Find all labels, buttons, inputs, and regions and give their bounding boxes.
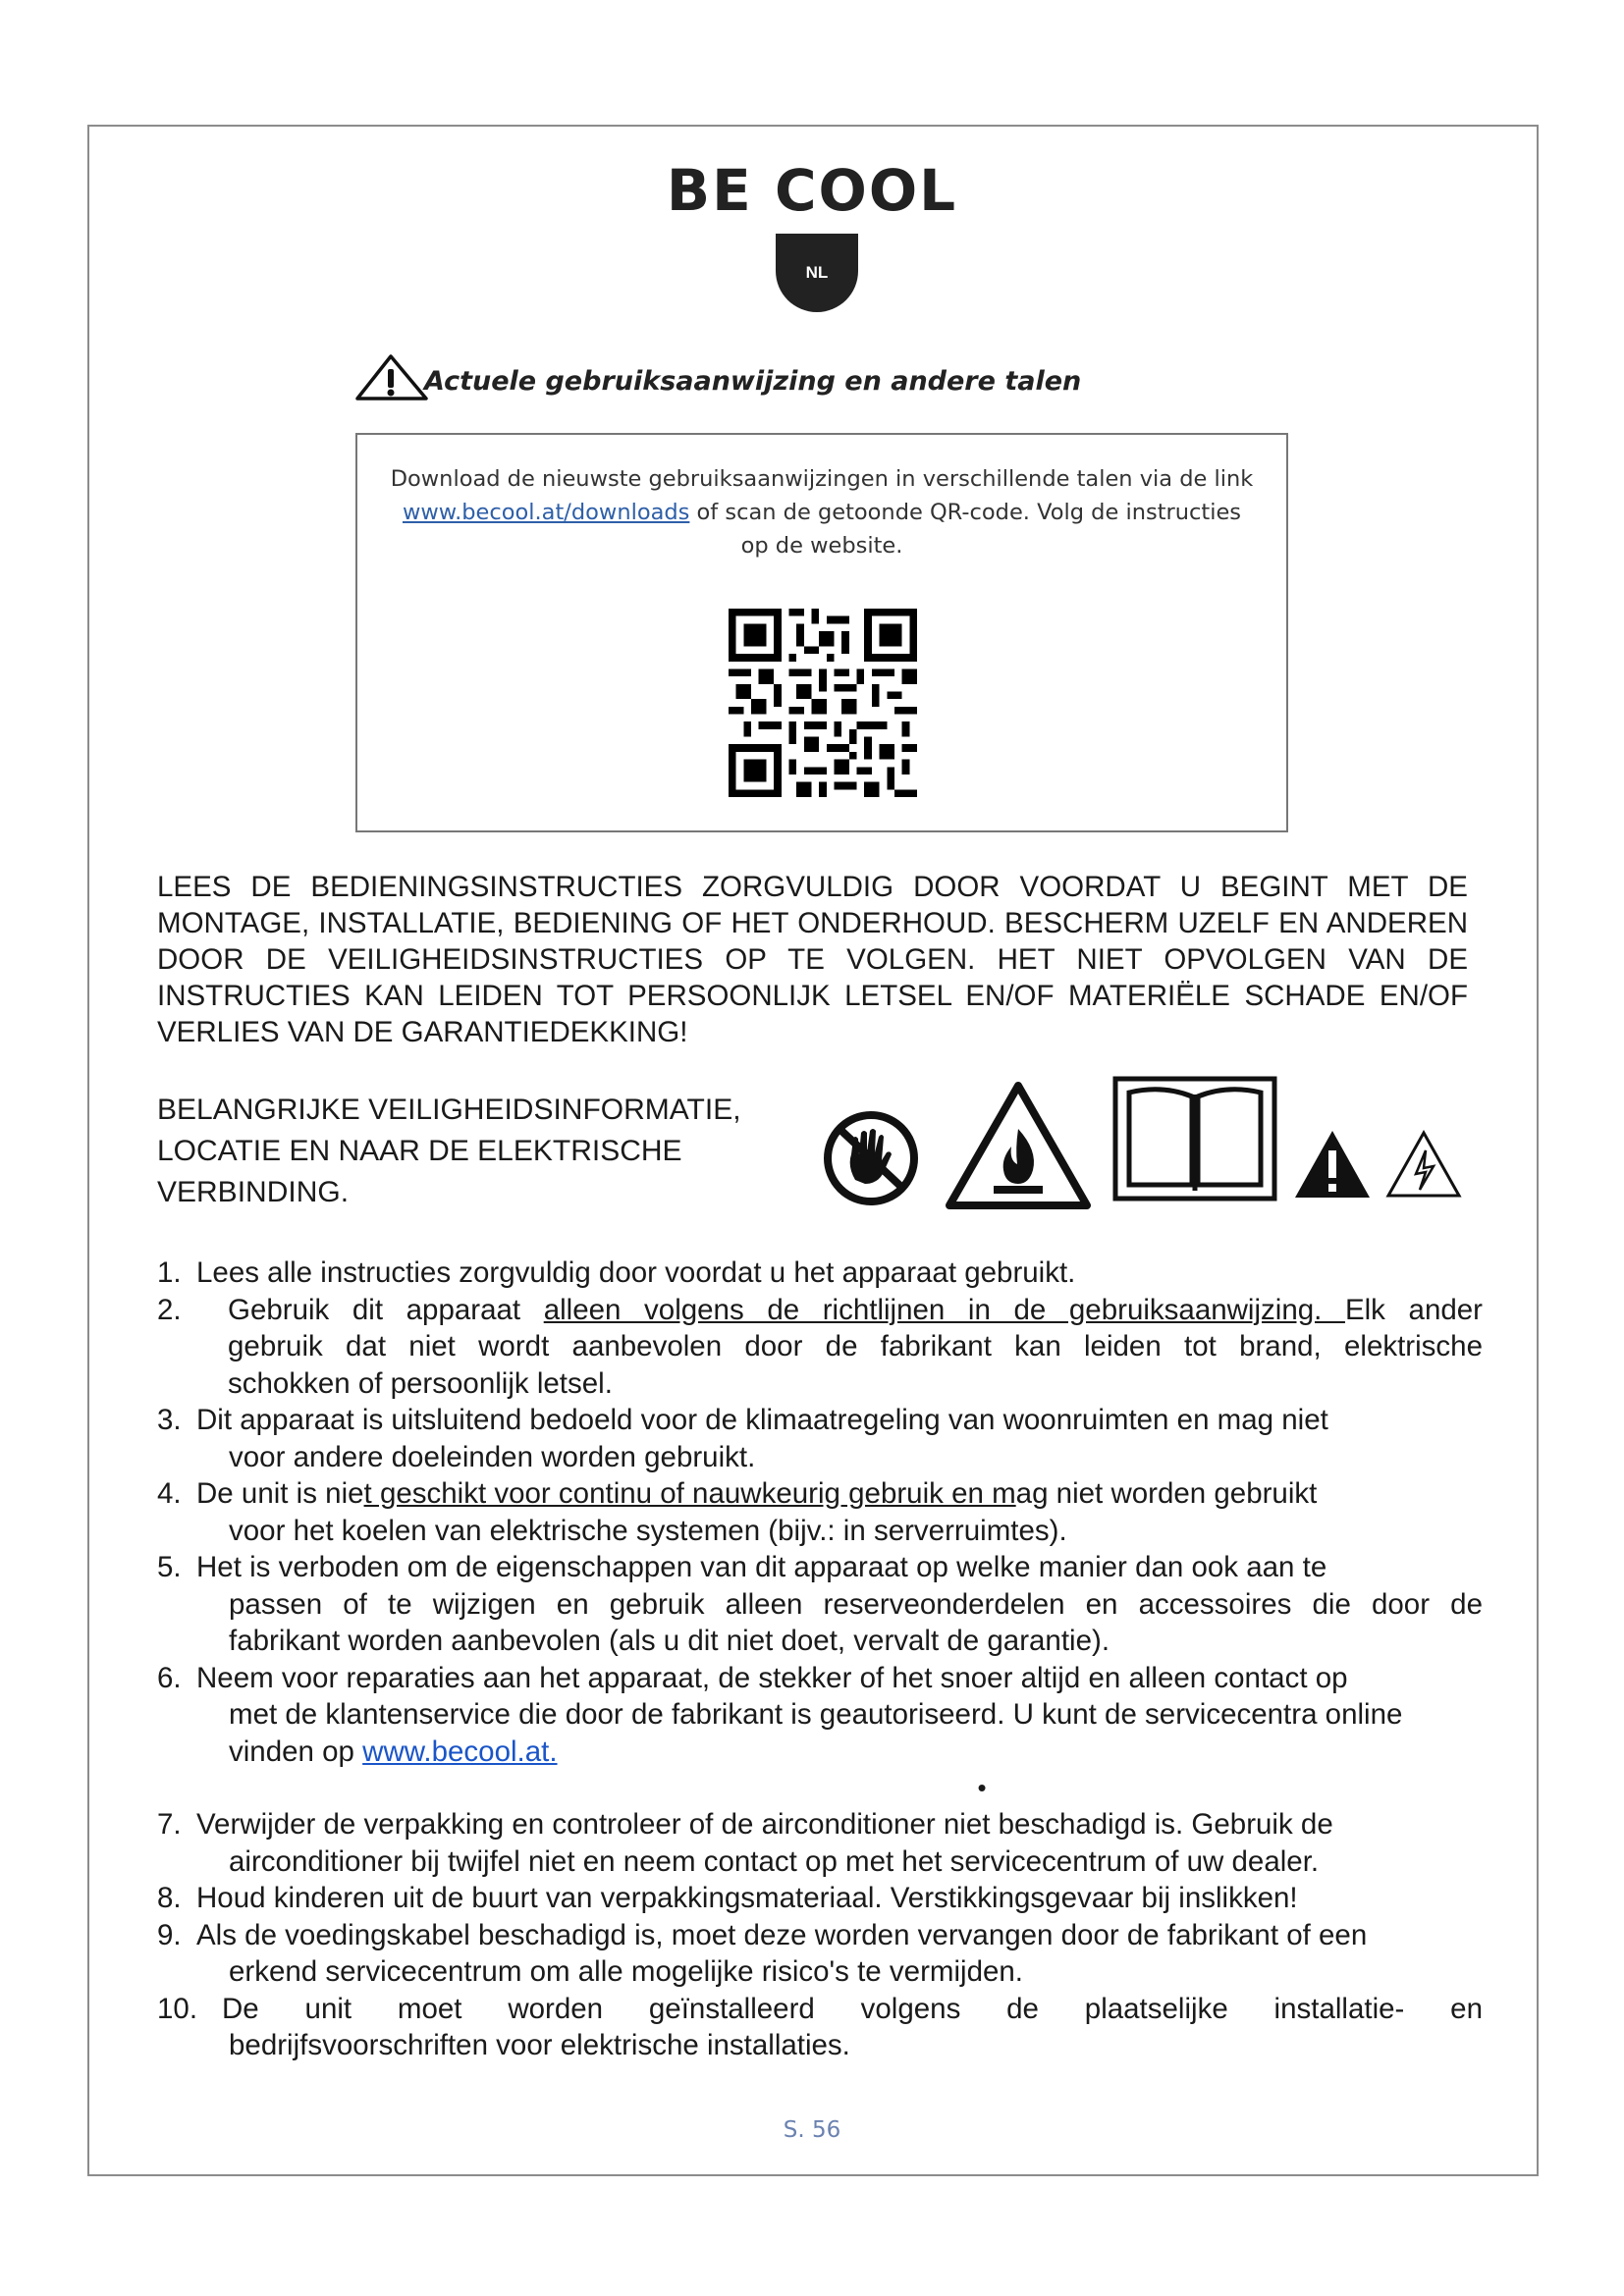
item-line: Het is verboden om de eigenschappen van dit apparaat op welke manier dan ook aan te [196, 1551, 1327, 1583]
item-underlined: alleen volgens de richtlijnen in de gebruiksaanwijzing. [543, 1293, 1345, 1326]
item-line: bedrijfsvoorschriften voor elektrische installaties. [229, 2029, 850, 2061]
item-number: 10. [157, 1992, 198, 2025]
item-segment: Gebruik dit apparaat [228, 1293, 544, 1326]
item-line: Neem voor reparaties aan het apparaat, de stekker of het snoer altijd en alleen contact op [196, 1661, 1348, 1694]
item-segment: ag niet worden gebruikt [1015, 1477, 1318, 1510]
item-number: 7. [157, 1808, 182, 1841]
item-line: passen of te wijzigen en gebruik alleen reserveonderdelen en accessoires die door de [229, 1587, 1483, 1621]
item-line: De unit moet worden geïnstalleerd volgens de plaatselijke installatie- en [222, 1992, 1483, 2025]
item-number: 6. [157, 1661, 182, 1694]
list-item [157, 1292, 1483, 1403]
item-underlined: t geschikt voor continu of nauwkeurig gebruik en m [363, 1477, 1016, 1510]
download-line-3: op de website. [740, 533, 903, 559]
item-line [196, 1734, 1483, 1771]
headline-text: Actuele gebruiksaanwijzing en andere talen [424, 366, 1082, 397]
download-line-2-rest: of scan de getoonde QR-code. Volg de instructies [689, 500, 1242, 525]
download-line-1: Download de nieuwste gebruiksaanwijzingen in verschillende talen via de link [390, 466, 1254, 492]
qr-code[interactable] [729, 609, 917, 797]
headline [355, 353, 1081, 402]
safety-heading-line-3: VERBINDING. [157, 1176, 350, 1208]
intro-warning: LEES DE BEDIENINGSINSTRUCTIES ZORGVULDIG DOOR VOORDAT U BEGINT MET DE MONTAGE, INSTALLATIE, BEDIENING OF HET ONDERHOUD. BESCHERM UZELF EN ANDEREN DOOR DE VEILIGHEIDSINSTRUCTIES OP TE VOLGEN. HET NIET OPVOLGEN VAN DE INSTRUCTIES KAN LEIDEN TOT PERSOONLIJK LETSEL EN/OF MATERIËLE SCHADE EN/OF VERLIES VAN DE GARANTIEDEKKING! [157, 871, 1468, 1048]
safety-heading-line-1: BELANGRIJKE VEILIGHEIDSINFORMATIE, [157, 1094, 741, 1126]
item-number: 1. [157, 1256, 182, 1289]
item-segment: De unit is nie [196, 1477, 364, 1510]
item-line: Verwijder de verpakking en controleer of de airconditioner niet beschadigd is. Gebruik de [196, 1808, 1333, 1841]
item-line: met de klantenservice die door de fabrikant is geautoriseerd. U kunt de servicecentra online [229, 1698, 1403, 1731]
item-number: 9. [157, 1918, 182, 1951]
item-text [228, 1292, 1483, 1403]
warning-triangle-icon [355, 353, 430, 402]
item-text: Houd kinderen uit de buurt van verpakkingsmateriaal. Verstikkingsgevaar bij inslikken! [196, 1882, 1298, 1914]
item-text [196, 1917, 1483, 1991]
item-number: 4. [157, 1477, 182, 1510]
language-badge-label: NL [805, 263, 829, 282]
list-item [157, 1806, 1483, 1880]
item-text [196, 1475, 1483, 1549]
safety-info-heading [157, 1090, 785, 1213]
item-line: airconditioner bij twijfel niet en neem contact op met het servicecentrum of uw dealer. [229, 1844, 1320, 1878]
language-badge [776, 234, 858, 312]
item-number: 8. [157, 1882, 182, 1914]
safety-icons [817, 1075, 1485, 1212]
item-line: erkend servicecentrum om alle mogelijke risico's te vermijden. [229, 1955, 1023, 1988]
download-line-2 [367, 496, 1276, 529]
list-item [157, 1475, 1483, 1549]
list-item [157, 1660, 1483, 1771]
manual-book-icon [1111, 1075, 1278, 1202]
item-line: schokken of persoonlijk letsel. [228, 1366, 613, 1400]
list-item [157, 1549, 1483, 1660]
item-line: gebruik dat niet wordt aanbevolen door de fabrikant kan leiden tot brand, elektrische [228, 1330, 1483, 1362]
page-number: S. 56 [783, 2117, 841, 2143]
item-segment: Elk ander [1344, 1293, 1483, 1326]
item-segment: vinden op [229, 1735, 363, 1768]
flammable-warning-icon [945, 1080, 1092, 1212]
download-text [357, 462, 1286, 562]
item-text [196, 1549, 1483, 1660]
item-text: Lees alle instructies zorgvuldig door voordat u het apparaat gebruikt. [196, 1256, 1076, 1289]
brand-logo: BE COOL [666, 157, 958, 224]
item-number: 2. [157, 1293, 182, 1326]
item-line [196, 1475, 1483, 1513]
list-item [157, 1402, 1483, 1475]
item-text [196, 1806, 1483, 1880]
item-text [196, 1402, 1483, 1475]
safety-heading-line-2: LOCATIE EN NAAR DE ELEKTRISCHE [157, 1135, 682, 1167]
list-item [157, 1991, 1483, 2064]
item-number: 5. [157, 1551, 182, 1583]
do-not-touch-icon [822, 1109, 920, 1207]
instruction-list [157, 1255, 1483, 2064]
electrical-hazard-icon [1384, 1129, 1463, 1200]
list-item [157, 1255, 1483, 1292]
warning-exclamation-icon [1293, 1129, 1372, 1200]
list-item [157, 1880, 1483, 1917]
item-text [196, 1660, 1483, 1771]
item-line: Als de voedingskabel beschadigd is, moet deze worden vervangen door de fabrikant of een [196, 1918, 1368, 1951]
item-line: fabrikant worden aanbevolen (als u dit niet doet, vervalt de garantie). [229, 1625, 1110, 1657]
item-line: voor het koelen van elektrische systemen (bijv.: in serverruimtes). [229, 1514, 1067, 1547]
downloads-link[interactable]: www.becool.at/downloads [402, 500, 690, 525]
item-line [228, 1292, 1483, 1329]
item-number: 3. [157, 1404, 182, 1436]
bullet-separator: • [977, 1773, 987, 1802]
list-item [157, 1917, 1483, 1991]
item-line: Dit apparaat is uitsluitend bedoeld voor de klimaatregeling van woonruimten en mag niet [196, 1404, 1328, 1436]
download-box [355, 433, 1288, 832]
item-line: voor andere doeleinden worden gebruikt. [229, 1440, 756, 1473]
item-text [222, 1991, 1483, 2064]
becool-link[interactable]: www.becool.at. [362, 1735, 558, 1768]
